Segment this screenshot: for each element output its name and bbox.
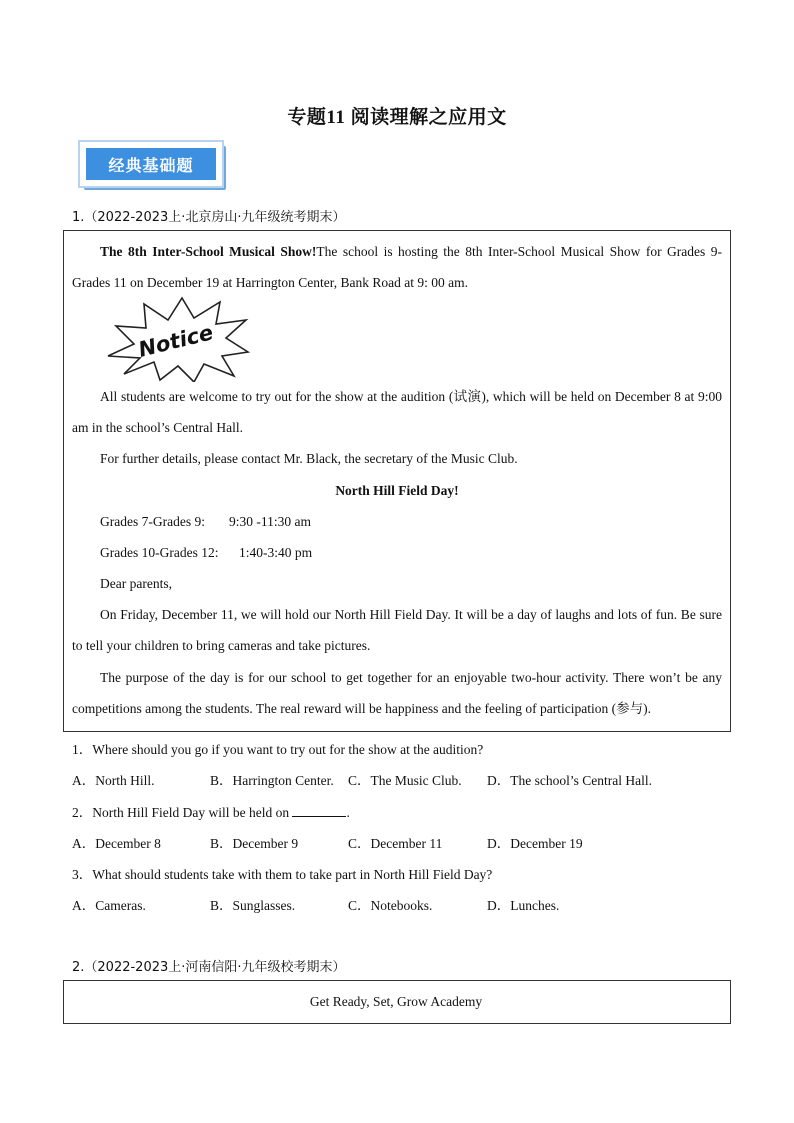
section-heading: North Hill Field Day! bbox=[335, 483, 459, 498]
answer-option[interactable]: C．December 11 bbox=[348, 836, 443, 851]
answer-option[interactable]: B．Harrington Center. bbox=[210, 773, 334, 788]
schedule-grade: Grades 7-Grades 9: bbox=[100, 514, 205, 529]
answer-option[interactable]: D．Lunches. bbox=[487, 898, 560, 913]
schedule-time: 1:40-3:40 pm bbox=[239, 545, 313, 560]
badge-label: 经典基础题 bbox=[86, 148, 216, 180]
answer-option[interactable]: A．North Hill. bbox=[72, 773, 155, 788]
event-title: The 8th Inter-School Musical Show! bbox=[100, 244, 317, 259]
passage-paragraph-4: On Friday, December 11, we will hold our North Hill Field Day. It will be a day of laughs and lots of fun. Be sure to tell your children to bring cameras and take pictures. bbox=[72, 607, 722, 653]
question-source: 2.（2022-2023上·河南信阳·九年级校考期末） bbox=[72, 960, 346, 975]
passage-title: Get Ready, Set, Grow Academy bbox=[309, 994, 483, 1009]
answer-option[interactable]: D．December 19 bbox=[487, 836, 583, 851]
passage-paragraph-3: For further details, please contact Mr. Black, the secretary of the Music Club. bbox=[100, 451, 518, 466]
stem-text: . bbox=[346, 805, 350, 820]
question-stem: 1．Where should you go if you want to try out for the show at the audition? bbox=[72, 742, 484, 757]
question-stem bbox=[72, 801, 350, 821]
notice-starburst-image bbox=[104, 296, 250, 382]
answer-option[interactable]: C．Notebooks. bbox=[348, 898, 433, 913]
answer-option[interactable]: B．December 9 bbox=[210, 836, 299, 851]
answer-option[interactable]: B．Sunglasses. bbox=[210, 898, 296, 913]
question-stem: 3．What should students take with them to take part in North Hill Field Day? bbox=[72, 867, 493, 882]
notice-word: Notice bbox=[136, 320, 216, 362]
answer-option[interactable]: A．December 8 bbox=[72, 836, 161, 851]
answer-blank bbox=[292, 804, 346, 817]
answer-option[interactable]: A．Cameras. bbox=[72, 898, 146, 913]
passage-paragraph-5: The purpose of the day is for our school to get together for an enjoyable two-hour activity. There won’t be any competitions among the students. The real reward will be happiness and the feeling of participation (参与). bbox=[72, 670, 722, 716]
paragraph-text: The school is hosting the 8th Inter-School Musical Show for Grades 9-Grades 11 on December 19 at Harrington Center, Bank Road at 9: 00 am. bbox=[72, 244, 723, 290]
passage-paragraph-2: All students are welcome to try out for the show at the audition (试演), which will be held on December 8 at 9:00 am in the school’s Central Hall. bbox=[72, 389, 722, 435]
answer-option[interactable]: C．The Music Club. bbox=[348, 773, 462, 788]
section-badge bbox=[78, 140, 228, 192]
answer-option[interactable]: D．The school’s Central Hall. bbox=[487, 773, 652, 788]
schedule-grade: Grades 10-Grades 12: bbox=[100, 545, 219, 560]
letter-greeting: Dear parents, bbox=[100, 576, 172, 591]
schedule-time: 9:30 -11:30 am bbox=[229, 514, 311, 529]
question-source: 1.（2022-2023上·北京房山·九年级统考期末） bbox=[72, 210, 346, 225]
passage-paragraph-1 bbox=[72, 236, 722, 298]
page-title: 专题11 阅读理解之应用文 bbox=[287, 107, 507, 128]
stem-text: 2．North Hill Field Day will be held on bbox=[72, 805, 293, 820]
